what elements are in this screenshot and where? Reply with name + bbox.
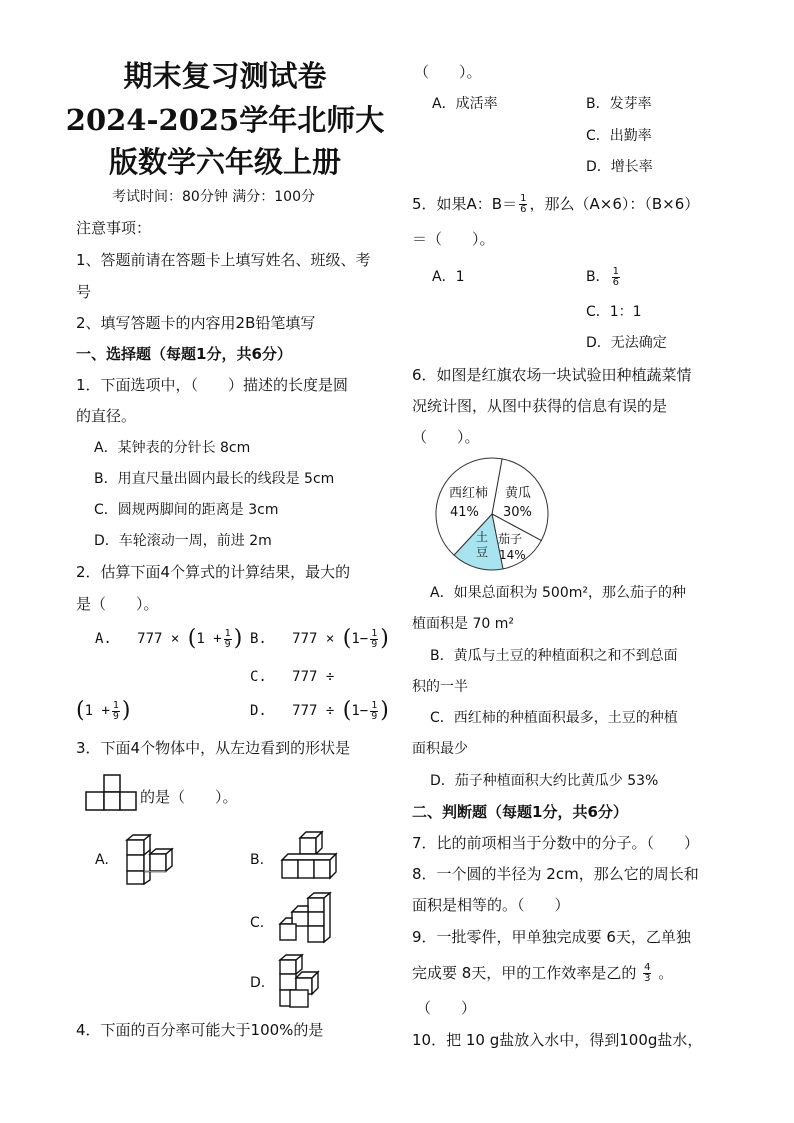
q3-target-shape-icon (78, 773, 138, 813)
q9-stem: 9．一批零件，甲单独完成要 6天，乙单独 (412, 928, 691, 946)
notes-heading: 注意事项： (76, 219, 152, 237)
q2-option-a[interactable] (95, 626, 242, 652)
q2-b-op: × (325, 631, 335, 647)
q2-d-num: 777 (292, 703, 318, 719)
q2-d-one-minus: 1− (351, 703, 369, 719)
q1-stem-cont: 的直径。 (76, 407, 137, 425)
q2-a-one-plus: 1 + (196, 631, 222, 647)
q6-option-a[interactable]: A．如果总面积为 500m²，那么茄子的种 (430, 585, 686, 601)
pie-label-cucumber: 黄瓜 (505, 486, 532, 501)
q2-c-paren-open: ( (76, 698, 85, 723)
q6-option-b[interactable]: B．黄瓜与土豆的种植面积之和不到总面 (430, 648, 678, 664)
q6-option-c[interactable]: C．西红柿的种植面积最多，土豆的种植 (430, 710, 678, 726)
q1-stem: 1．下面选项中，（ ）描述的长度是圆 (76, 376, 349, 394)
q2-a-paren-close: ) (233, 626, 243, 651)
q2-c-label: C. (250, 669, 267, 685)
q3-d-label[interactable]: D. (250, 975, 266, 991)
title-line-2: 2024-2025学年北师大 (65, 103, 385, 137)
q9-stem-text: 完成要 8天，甲的工作效率是乙的 (412, 964, 637, 982)
q5-b-frac: $\frac{1}{6}$ (612, 265, 619, 288)
pie-label-potato: 土豆 (476, 530, 489, 559)
q2-stem-cont: 是（ ）。 (76, 595, 159, 613)
q5-stem-pre: 5．如果A：B＝ (412, 195, 518, 213)
q2-a-num: 777 (137, 631, 163, 647)
q4-option-b[interactable]: B．发芽率 (586, 96, 652, 112)
pie-value-tomato: 41% (450, 505, 479, 520)
q6-option-d[interactable]: D．茄子种植面积大约比黄瓜少 53% (430, 773, 659, 789)
q2-option-d[interactable] (250, 698, 389, 724)
q2-c-op: ÷ (325, 669, 335, 685)
section-1-heading: 一、选择题（每题1分，共6分） (76, 345, 292, 363)
q6-stem: 6．如图是红旗农场一块试验田种植蔬菜情 (412, 366, 692, 384)
q5-stem (412, 192, 699, 216)
q2-d-frac: $\frac{1}{9}$ (371, 699, 378, 722)
q3-option-a-cubes-icon[interactable] (122, 832, 177, 887)
q5-stem-post: ，那么（A×6）：（B×6） (529, 195, 700, 213)
q9-stem-end: 。 (658, 964, 674, 982)
q3-b-label[interactable]: B. (250, 852, 265, 868)
q2-d-op: ÷ (325, 703, 335, 719)
q2-c-one-plus: 1 + (84, 703, 110, 719)
q8-stem-cont: 面积是相等的。（ ） (412, 896, 570, 914)
q5-option-b[interactable] (586, 264, 622, 290)
q2-a-frac: $\frac{1}{9}$ (224, 627, 231, 650)
q2-d-paren-close: ) (380, 698, 389, 723)
q3-option-c-cubes-icon[interactable] (278, 890, 340, 948)
q9-frac: $\frac{4}{3}$ (644, 962, 651, 984)
exam-info: 考试时间：80分钟 满分：100分 (112, 189, 315, 205)
q2-c-paren-close: ) (121, 698, 131, 723)
q1-option-b[interactable]: B．用直尺量出圆内最长的线段是 5cm (94, 471, 335, 487)
pie-value-cucumber: 30% (503, 505, 532, 520)
q4-option-a[interactable]: A．成活率 (432, 96, 498, 112)
q2-d-label: D. (250, 703, 267, 719)
q2-option-c-cont (76, 698, 131, 724)
q8-stem: 8．一个圆的半径为 2cm，那么它的周长和 (412, 865, 699, 883)
q2-a-label: A. (95, 631, 112, 647)
q9-paren: （ ） (416, 999, 477, 1017)
q6-option-b-cont: 积的一半 (412, 679, 468, 695)
q2-b-label: B. (250, 631, 267, 647)
q9-stem-cont (412, 960, 673, 986)
title-line-1: 期末复习测试卷 (123, 59, 327, 93)
title-line-3: 版数学六年级上册 (108, 145, 341, 179)
q4-stem: 4．下面的百分率可能大于100%的是 (76, 1021, 324, 1039)
q2-a-op: × (170, 631, 180, 647)
q2-c-frac: $\frac{1}{9}$ (112, 699, 119, 722)
q2-a-paren-open: ( (187, 626, 197, 651)
q2-stem: 2．估算下面4个算式的计算结果，最大的 (76, 563, 351, 581)
q3-stem: 3．下面4个物体中，从左边看到的形状是 (76, 739, 351, 757)
q6-stem-cont: 况统计图，从图中获得的信息有误的是 (412, 397, 668, 415)
q3-stem-tail: 的是（ ）。 (140, 788, 238, 806)
q3-c-label[interactable]: C. (250, 915, 265, 931)
q6-stem-paren: （ ）。 (412, 428, 480, 446)
pie-value-eggplant: 14% (499, 548, 526, 562)
q4-option-c[interactable]: C．出勤率 (586, 128, 652, 144)
q5-option-c[interactable]: C．1：1 (586, 304, 642, 320)
section-2-heading: 二、判断题（每题1分，共6分） (412, 803, 628, 821)
note-2: 2、填写答题卡的内容用2B铅笔填写 (76, 314, 316, 332)
q5-b-label: B． (586, 269, 610, 285)
q10-stem: 10．把 10 g盐放入水中，得到100g盐水， (412, 1031, 703, 1049)
q6-option-c-cont: 面积最少 (412, 741, 468, 757)
pie-label-eggplant: 茄子 (498, 532, 523, 546)
q2-c-num: 777 (292, 669, 318, 685)
q3-option-d-cubes-icon[interactable] (274, 952, 326, 1012)
q2-b-num: 777 (292, 631, 318, 647)
q1-option-c[interactable]: C．圆规两脚间的距离是 3cm (94, 502, 279, 518)
q4-paren: （ ）。 (414, 63, 482, 81)
q5-option-a[interactable]: A．1 (432, 269, 465, 285)
q3-a-label[interactable]: A. (95, 852, 109, 868)
q1-option-a[interactable]: A．某钟表的分针长 8cm (94, 440, 251, 456)
note-1-cont: 号 (76, 283, 92, 301)
q5-option-d[interactable]: D．无法确定 (586, 335, 667, 351)
q2-option-b[interactable] (250, 626, 389, 652)
pie-label-tomato: 西红柿 (449, 486, 489, 501)
q4-option-d[interactable]: D．增长率 (586, 159, 653, 175)
q5-frac: $\frac{1}{6}$ (520, 193, 527, 215)
q2-d-paren-open: ( (342, 698, 352, 723)
q5-stem-cont: ＝（ ）。 (412, 230, 495, 248)
q2-option-c[interactable] (250, 664, 334, 690)
q7-stem: 7．比的前项相当于分数中的分子。（ ） (412, 834, 700, 852)
q2-b-one-minus: 1− (351, 631, 369, 647)
q1-option-d[interactable]: D．车轮滚动一周，前进 2m (94, 533, 272, 549)
q2-b-paren-close: ) (380, 626, 389, 651)
q6-option-a-cont: 植面积是 70 m² (412, 616, 514, 632)
q2-b-paren-open: ( (342, 626, 352, 651)
q3-option-b-cubes-icon[interactable] (278, 828, 340, 883)
note-1: 1、答题前请在答题卡上填写姓名、班级、考 (76, 251, 371, 269)
q2-b-frac: $\frac{1}{9}$ (371, 627, 378, 650)
